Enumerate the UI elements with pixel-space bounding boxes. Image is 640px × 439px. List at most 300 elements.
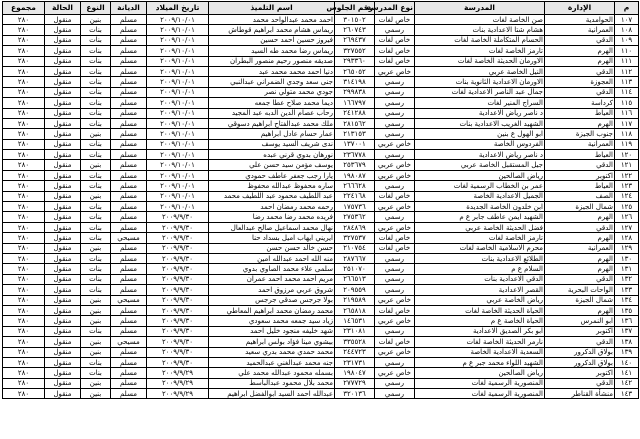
cell-birth-date: ٢٠٠٩/٩/٣٠: [147, 295, 209, 305]
cell-status: منقول: [45, 347, 81, 357]
cell-birth-date: ٢٠٠٩/١٠/٠١: [147, 118, 209, 128]
table-row: [3, 108, 639, 118]
cell-seat-number: ٢٦٦٥١٣: [335, 274, 375, 284]
cell-school: فضل الحديثة الخاصة عربي: [415, 222, 545, 232]
cell-birth-date: ٢٠٠٩/١٠/٠١: [147, 98, 209, 108]
cell-status: منقول: [45, 129, 81, 139]
table-body: [3, 15, 639, 399]
header-school-type: نوع المدرسة: [375, 2, 415, 15]
table-row: [3, 264, 639, 274]
cell-status: منقول: [45, 305, 81, 315]
cell-administration: الدقي: [545, 222, 615, 232]
cell-total: ٢٨٠: [3, 368, 45, 378]
cell-administration: بولاق الدكرور: [545, 357, 615, 367]
cell-total: ٢٨٠: [3, 35, 45, 45]
cell-status: منقول: [45, 389, 81, 399]
cell-seat-number: ١٣٧٠٠١: [335, 139, 375, 149]
cell-administration: الهرم: [545, 264, 615, 274]
cell-school: د ناصر رياض الاعدادية: [415, 150, 545, 160]
cell-school: الشهيد اللواء محمد جبر ع م: [415, 357, 545, 367]
cell-total: ٢٨٠: [3, 285, 45, 295]
cell-number: ١١٦: [615, 108, 639, 118]
table-row: [3, 35, 639, 45]
cell-gender: بنات: [81, 264, 111, 274]
cell-total: ٢٨٠: [3, 357, 45, 367]
cell-student-name: جودي محمد متولي نصر: [209, 87, 335, 97]
cell-religion: مسلم: [111, 274, 147, 284]
cell-school-type: خاص لغات: [375, 243, 415, 253]
table-row: [3, 66, 639, 76]
cell-birth-date: ٢٠٠٩/٩/٣٠: [147, 274, 209, 284]
cell-gender: بنات: [81, 98, 111, 108]
cell-student-name: جنى سعد وجدي الضمراني عبدالنبي: [209, 77, 335, 87]
cell-status: منقول: [45, 274, 81, 284]
table-row: [3, 253, 639, 263]
cell-student-name: ريماس رضا محمد طه السيد: [209, 46, 335, 56]
cell-total: ٢٨٠: [3, 389, 45, 399]
cell-gender: بنات: [81, 87, 111, 97]
cell-birth-date: ٢٠٠٩/١٠/٠١: [147, 181, 209, 191]
table-row: [3, 25, 639, 35]
cell-birth-date: ٢٠٠٩/١٠/٠١: [147, 87, 209, 97]
cell-number: ١٢٨: [615, 233, 639, 243]
cell-total: ٢٨٠: [3, 139, 45, 149]
table-row: [3, 222, 639, 232]
cell-birth-date: ٢٠٠٩/٩/٣٠: [147, 253, 209, 263]
table-row: [3, 191, 639, 201]
cell-seat-number: ٢٥٣٦٧٩: [335, 160, 375, 170]
cell-number: ١٢٣: [615, 181, 639, 191]
cell-student-name: شروق عربي مرزوق احمد: [209, 285, 335, 295]
cell-gender: بنات: [81, 202, 111, 212]
cell-gender: بنين: [81, 316, 111, 326]
cell-gender: بنات: [81, 56, 111, 66]
cell-religion: مسلم: [111, 305, 147, 315]
cell-status: منقول: [45, 202, 81, 212]
cell-seat-number: ٢٨١٥٦٢: [335, 118, 375, 128]
cell-total: ٢٨٠: [3, 233, 45, 243]
cell-number: ١٣٥: [615, 305, 639, 315]
cell-status: منقول: [45, 139, 81, 149]
table-row: [3, 378, 639, 388]
header-administration: الإدارة: [545, 2, 615, 15]
table-row: [3, 326, 639, 336]
cell-number: ١٣٠: [615, 253, 639, 263]
cell-status: منقول: [45, 160, 81, 170]
table-row: [3, 181, 639, 191]
cell-seat-number: ٢٣٦٧٧٨: [335, 150, 375, 160]
cell-school-type: خاص لغات: [375, 35, 415, 45]
cell-school: صن الخاصة لغات: [415, 15, 545, 25]
cell-school-type: رسمي: [375, 357, 415, 367]
cell-birth-date: ٢٠٠٩/١٠/٠١: [147, 15, 209, 25]
cell-student-name: بسمله محمود عبدالله محمد علي: [209, 368, 335, 378]
cell-status: منقول: [45, 150, 81, 160]
table-row: [3, 316, 639, 326]
cell-total: ٢٨٠: [3, 253, 45, 263]
table-row: [3, 212, 639, 222]
cell-school-type: خاص عربي: [375, 347, 415, 357]
cell-gender: بنين: [81, 243, 111, 253]
cell-religion: مسلم: [111, 222, 147, 232]
cell-school-type: خاص لغات: [375, 305, 415, 315]
cell-school-type: رسمي: [375, 264, 415, 274]
cell-religion: مسلم: [111, 264, 147, 274]
cell-school-type: رسمي: [375, 150, 415, 160]
cell-student-name: نورهان بدوي قرني عبده: [209, 150, 335, 160]
cell-school: رياض الصالحين: [415, 368, 545, 378]
cell-gender: بنين: [81, 378, 111, 388]
cell-school-type: خاص عربي: [375, 170, 415, 180]
table-row: [3, 129, 639, 139]
cell-school-type: خاص لغات: [375, 337, 415, 347]
cell-total: ٢٨٠: [3, 108, 45, 118]
cell-seat-number: ٣٢٧٥٥٢: [335, 46, 375, 56]
cell-status: منقول: [45, 66, 81, 76]
cell-religion: مسلم: [111, 118, 147, 128]
cell-status: منقول: [45, 118, 81, 128]
cell-birth-date: ٢٠٠٩/١٠/٠١: [147, 191, 209, 201]
cell-school: المنصورية الرسمية لغات: [415, 378, 545, 388]
cell-status: منقول: [45, 285, 81, 295]
cell-birth-date: ٢٠٠٩/٩/٣٠: [147, 316, 209, 326]
cell-administration: العياط: [545, 181, 615, 191]
cell-student-name: سلمى علاء محمد الصاوي بدوي: [209, 264, 335, 274]
cell-administration: ابو النمرس: [545, 316, 615, 326]
cell-student-name: يوسف مؤمن سيد حسن علي: [209, 160, 335, 170]
cell-total: ٢٨٠: [3, 212, 45, 222]
cell-school: محرم الاسلامية الخاصة لغات: [415, 243, 545, 253]
cell-administration: الدقي: [545, 35, 615, 45]
cell-student-name: محمد بلال محمود عبدالباسط: [209, 378, 335, 388]
cell-gender: بنين: [81, 337, 111, 347]
cell-school-type: رسمي: [375, 181, 415, 191]
cell-number: ١٣٩: [615, 347, 639, 357]
cell-school-type: رسمي: [375, 274, 415, 284]
header-seat-number: رقم الجلوس: [335, 2, 375, 15]
cell-seat-number: ٢٩٣٣٦٠: [335, 56, 375, 66]
cell-total: ٢٨٠: [3, 305, 45, 315]
cell-student-name: محمد حمدي محمد بدري سعيد: [209, 347, 335, 357]
cell-school-type: رسمي: [375, 87, 415, 97]
cell-number: ١١٤: [615, 87, 639, 97]
table-row: [3, 233, 639, 243]
cell-student-name: دنيا احمد محمد محمد عبد: [209, 66, 335, 76]
cell-school-type: خاص عربي: [375, 139, 415, 149]
cell-gender: بنات: [81, 181, 111, 191]
cell-seat-number: ٣٠١٥٠٢: [335, 15, 375, 25]
cell-status: منقول: [45, 337, 81, 347]
cell-gender: بنات: [81, 326, 111, 336]
cell-school-type: رسمي: [375, 378, 415, 388]
cell-gender: بنات: [81, 357, 111, 367]
table-row: [3, 118, 639, 128]
cell-gender: بنات: [81, 118, 111, 128]
cell-gender: بنات: [81, 139, 111, 149]
cell-school-type: رسمي: [375, 25, 415, 35]
cell-school: عمر بن الخطاب الرسمية لغات: [415, 181, 545, 191]
cell-school-type: رسمي: [375, 129, 415, 139]
cell-administration: العمرانية: [545, 139, 615, 149]
cell-status: منقول: [45, 170, 81, 180]
cell-administration: كرداسة: [545, 98, 615, 108]
cell-status: منقول: [45, 35, 81, 45]
cell-religion: مسلم: [111, 160, 147, 170]
cell-number: ١٢٥: [615, 202, 639, 212]
table-row: [3, 295, 639, 305]
cell-gender: بنين: [81, 347, 111, 357]
cell-administration: الهرم: [545, 212, 615, 222]
cell-birth-date: ٢٠٠٩/١٠/٠١: [147, 35, 209, 45]
cell-gender: بنين: [81, 295, 111, 305]
header-birth-date: تاريخ الميلاد: [147, 2, 209, 15]
cell-religion: مسلم: [111, 46, 147, 56]
cell-religion: مسيحي: [111, 233, 147, 243]
cell-total: ٢٨٠: [3, 15, 45, 25]
cell-seat-number: ١٩٨٠٨٧: [335, 170, 375, 180]
cell-student-name: ريماس هشام محمد ابراهيم قوطاش: [209, 25, 335, 35]
cell-student-name: ديما محمد صلاح عطا جمعه: [209, 98, 335, 108]
cell-status: منقول: [45, 264, 81, 274]
cell-number: ١٣٦: [615, 316, 639, 326]
cell-school: الحياة الخاصة ع م: [415, 316, 545, 326]
cell-gender: بنات: [81, 253, 111, 263]
cell-birth-date: ٢٠٠٩/٩/٢٩: [147, 378, 209, 388]
cell-administration: العمرانية: [545, 25, 615, 35]
cell-birth-date: ٢٠٠٩/٩/٣٠: [147, 264, 209, 274]
cell-birth-date: ٢٠٠٩/٩/٣٠: [147, 337, 209, 347]
cell-religion: مسلم: [111, 253, 147, 263]
cell-total: ٢٨٠: [3, 243, 45, 253]
cell-gender: بنات: [81, 170, 111, 180]
cell-gender: بنين: [81, 191, 111, 201]
cell-status: منقول: [45, 56, 81, 66]
cell-gender: بنات: [81, 77, 111, 87]
cell-number: ١١٩: [615, 139, 639, 149]
cell-birth-date: ٢٠٠٩/٩/٣٠: [147, 233, 209, 243]
cell-total: ٢٨٠: [3, 347, 45, 357]
cell-total: ٢٨٠: [3, 46, 45, 56]
cell-school-type: رسمي: [375, 285, 415, 295]
cell-number: ١٣١: [615, 264, 639, 274]
cell-seat-number: ٣١٤١٩٨: [335, 77, 375, 87]
cell-administration: الدقي: [545, 337, 615, 347]
cell-administration: العجوزة: [545, 77, 615, 87]
cell-student-name: منه الله احمد عبدالله امين: [209, 253, 335, 263]
cell-school: هشام شتا الاعدادية بنات: [415, 25, 545, 35]
cell-student-name: فيروز حسين احمد حسين: [209, 35, 335, 45]
cell-school: جمال عبد الناصر الاعدادية لغات: [415, 87, 545, 97]
cell-gender: بنات: [81, 285, 111, 295]
cell-number: ١١١: [615, 56, 639, 66]
cell-religion: مسلم: [111, 77, 147, 87]
cell-total: ٢٨٠: [3, 77, 45, 87]
table-row: [3, 160, 639, 170]
cell-seat-number: ٢٧٥٣٦٢: [335, 212, 375, 222]
cell-birth-date: ٢٠٠٩/٩/٣٠: [147, 326, 209, 336]
cell-school: الطلائع الاعدادية بنات: [415, 253, 545, 263]
cell-status: منقول: [45, 181, 81, 191]
cell-birth-date: ٢٠٠٩/١٠/٠١: [147, 160, 209, 170]
header-school: المدرسة: [415, 2, 545, 15]
cell-seat-number: ٢٦٦٦٢٨: [335, 181, 375, 191]
cell-administration: الصف: [545, 191, 615, 201]
cell-student-name: صديقه منصور رحيم منصور البطران: [209, 56, 335, 66]
cell-seat-number: ٣٢٧٥٣٧: [335, 233, 375, 243]
cell-administration: الهرم: [545, 305, 615, 315]
cell-school: ابو بكر الصديق الاعدادية: [415, 326, 545, 336]
cell-religion: مسلم: [111, 378, 147, 388]
cell-school-type: رسمي: [375, 77, 415, 87]
cell-administration: الهرم: [545, 46, 615, 56]
cell-total: ٢٨٠: [3, 202, 45, 212]
cell-number: ١٠٩: [615, 35, 639, 45]
header-religion: الديانة: [111, 2, 147, 15]
cell-administration: الهرم: [545, 233, 615, 243]
cell-total: ٢٨٠: [3, 118, 45, 128]
header-row: [3, 2, 639, 15]
cell-school-type: رسمي: [375, 212, 415, 222]
cell-gender: بنات: [81, 150, 111, 160]
cell-gender: بنين: [81, 389, 111, 399]
results-sheet: [2, 1, 638, 437]
cell-religion: مسلم: [111, 202, 147, 212]
cell-total: ٢٨٠: [3, 25, 45, 35]
cell-gender: بنين: [81, 129, 111, 139]
cell-status: منقول: [45, 222, 81, 232]
cell-total: ٢٨٠: [3, 191, 45, 201]
cell-school: السلام ع م: [415, 264, 545, 274]
cell-school: الفردوس الخاصة: [415, 139, 545, 149]
cell-birth-date: ٢٠٠٩/٩/٣٠: [147, 347, 209, 357]
cell-total: ٢٨٠: [3, 222, 45, 232]
cell-number: ١٠٧: [615, 15, 639, 25]
table-row: [3, 202, 639, 212]
table-row: [3, 389, 639, 399]
cell-religion: مسلم: [111, 357, 147, 367]
cell-seat-number: ٢١٣١٥٣: [335, 129, 375, 139]
cell-total: ٢٨٠: [3, 378, 45, 388]
cell-student-name: جنه محمد عبدالغني عبدالحميد: [209, 357, 335, 367]
cell-student-name: احمد محمد عبدالواحد محمد: [209, 15, 335, 25]
table-row: [3, 368, 639, 378]
cell-student-name: عبدالله احمد السيد ابوالفضل ابراهيم: [209, 389, 335, 399]
header-status: الحالة: [45, 2, 81, 15]
cell-school: الجميل الاعدادية الخاصة: [415, 191, 545, 201]
cell-school: نارمر الحديثة الخاصة لغات: [415, 337, 545, 347]
cell-birth-date: ٢٠٠٩/١٠/٠١: [147, 150, 209, 160]
table-row: [3, 139, 639, 149]
cell-student-name: رحمه محمد رمضان احمد: [209, 202, 335, 212]
cell-administration: شمال الجيزة: [545, 295, 615, 305]
cell-school-type: خاص عربي: [375, 66, 415, 76]
cell-religion: مسلم: [111, 316, 147, 326]
cell-student-name: زياد سيد جمعه محمد سعودي: [209, 316, 335, 326]
cell-gender: بنات: [81, 108, 111, 118]
cell-school: تارمز الخاصة لغات: [415, 46, 545, 56]
cell-seat-number: ٢١٠٧٥٤: [335, 243, 375, 253]
cell-religion: مسلم: [111, 285, 147, 295]
cell-student-name: مريم احمد محمد احمد عمران: [209, 274, 335, 284]
cell-birth-date: ٢٠٠٩/١٠/٠١: [147, 108, 209, 118]
cell-status: منقول: [45, 212, 81, 222]
cell-seat-number: ٢٢٤١٦٨: [335, 191, 375, 201]
cell-religion: مسلم: [111, 191, 147, 201]
table-row: [3, 46, 639, 56]
cell-seat-number: ٣٣٥٥٢٨: [335, 337, 375, 347]
cell-religion: مسلم: [111, 139, 147, 149]
cell-school: النيل الخاصة عربي: [415, 66, 545, 76]
cell-school: الحياة الحديثة الخاصة لغات: [415, 305, 545, 315]
cell-birth-date: ٢٠٠٩/٩/٣٠: [147, 212, 209, 222]
cell-number: ١٠٨: [615, 25, 639, 35]
cell-total: ٢٨٠: [3, 150, 45, 160]
cell-birth-date: ٢٠٠٩/١٠/٠١: [147, 129, 209, 139]
cell-student-name: رحاب عصام الدين الدبه عبد المجيد: [209, 108, 335, 118]
cell-school: المنصورية الرسمية لغات: [415, 389, 545, 399]
cell-number: ١٤٣: [615, 389, 639, 399]
cell-seat-number: ٣٢٠١٣٦: [335, 389, 375, 399]
cell-school: الدقي الاعدادية بنات: [415, 274, 545, 284]
cell-gender: بنين: [81, 160, 111, 170]
cell-status: منقول: [45, 87, 81, 97]
table-row: [3, 98, 639, 108]
cell-birth-date: ٢٠٠٩/٩/٣٠: [147, 305, 209, 315]
cell-total: ٢٨٠: [3, 160, 45, 170]
cell-school-type: رسمي: [375, 253, 415, 263]
cell-school-type: خاص عربي: [375, 368, 415, 378]
cell-status: منقول: [45, 98, 81, 108]
cell-school-type: خاص لغات: [375, 233, 415, 243]
cell-total: ٢٨٠: [3, 326, 45, 336]
cell-administration: اكتوبر: [545, 368, 615, 378]
table-row: [3, 56, 639, 66]
cell-birth-date: ٢٠٠٩/٩/٣٠: [147, 222, 209, 232]
table-row: [3, 274, 639, 284]
cell-birth-date: ٢٠٠٩/٩/٢٩: [147, 389, 209, 399]
cell-status: منقول: [45, 368, 81, 378]
cell-status: منقول: [45, 25, 81, 35]
cell-school-type: خاص عربي: [375, 160, 415, 170]
cell-seat-number: ٢٠٩٥٥٩: [335, 285, 375, 295]
cell-religion: مسلم: [111, 25, 147, 35]
cell-student-name: فريده محمد رضا محمد رضا: [209, 212, 335, 222]
cell-administration: جنوب الجيزة: [545, 129, 615, 139]
cell-administration: اكتوبر: [545, 170, 615, 180]
cell-school-type: خاص لغات: [375, 15, 415, 25]
cell-seat-number: ٢٨٤٨٦٩: [335, 222, 375, 232]
cell-number: ١٢٩: [615, 243, 639, 253]
cell-school: جيل المستقبل الخاصة عربي: [415, 160, 545, 170]
cell-school: السراج المنير لغات: [415, 98, 545, 108]
cell-school: الشهيد الغريب الاعدادية بنات: [415, 118, 545, 128]
cell-number: ١١٥: [615, 98, 639, 108]
table-row: [3, 357, 639, 367]
cell-school-type: خاص عربي: [375, 316, 415, 326]
cell-gender: بنات: [81, 274, 111, 284]
cell-number: ١٢٠: [615, 150, 639, 160]
cell-administration: اكتوبر: [545, 326, 615, 336]
cell-student-name: يارا رجب جعفر عاطف حمودي: [209, 170, 335, 180]
cell-student-name: نهال محمد اسماعيل صالح عبدالعال: [209, 222, 335, 232]
cell-school-type: خاص عربي: [375, 202, 415, 212]
cell-school-type: رسمي: [375, 108, 415, 118]
cell-religion: مسلم: [111, 108, 147, 118]
cell-number: ١٢٦: [615, 212, 639, 222]
cell-religion: مسلم: [111, 181, 147, 191]
cell-school-type: خاص لغات: [375, 56, 415, 66]
cell-administration: العياط: [545, 108, 615, 118]
